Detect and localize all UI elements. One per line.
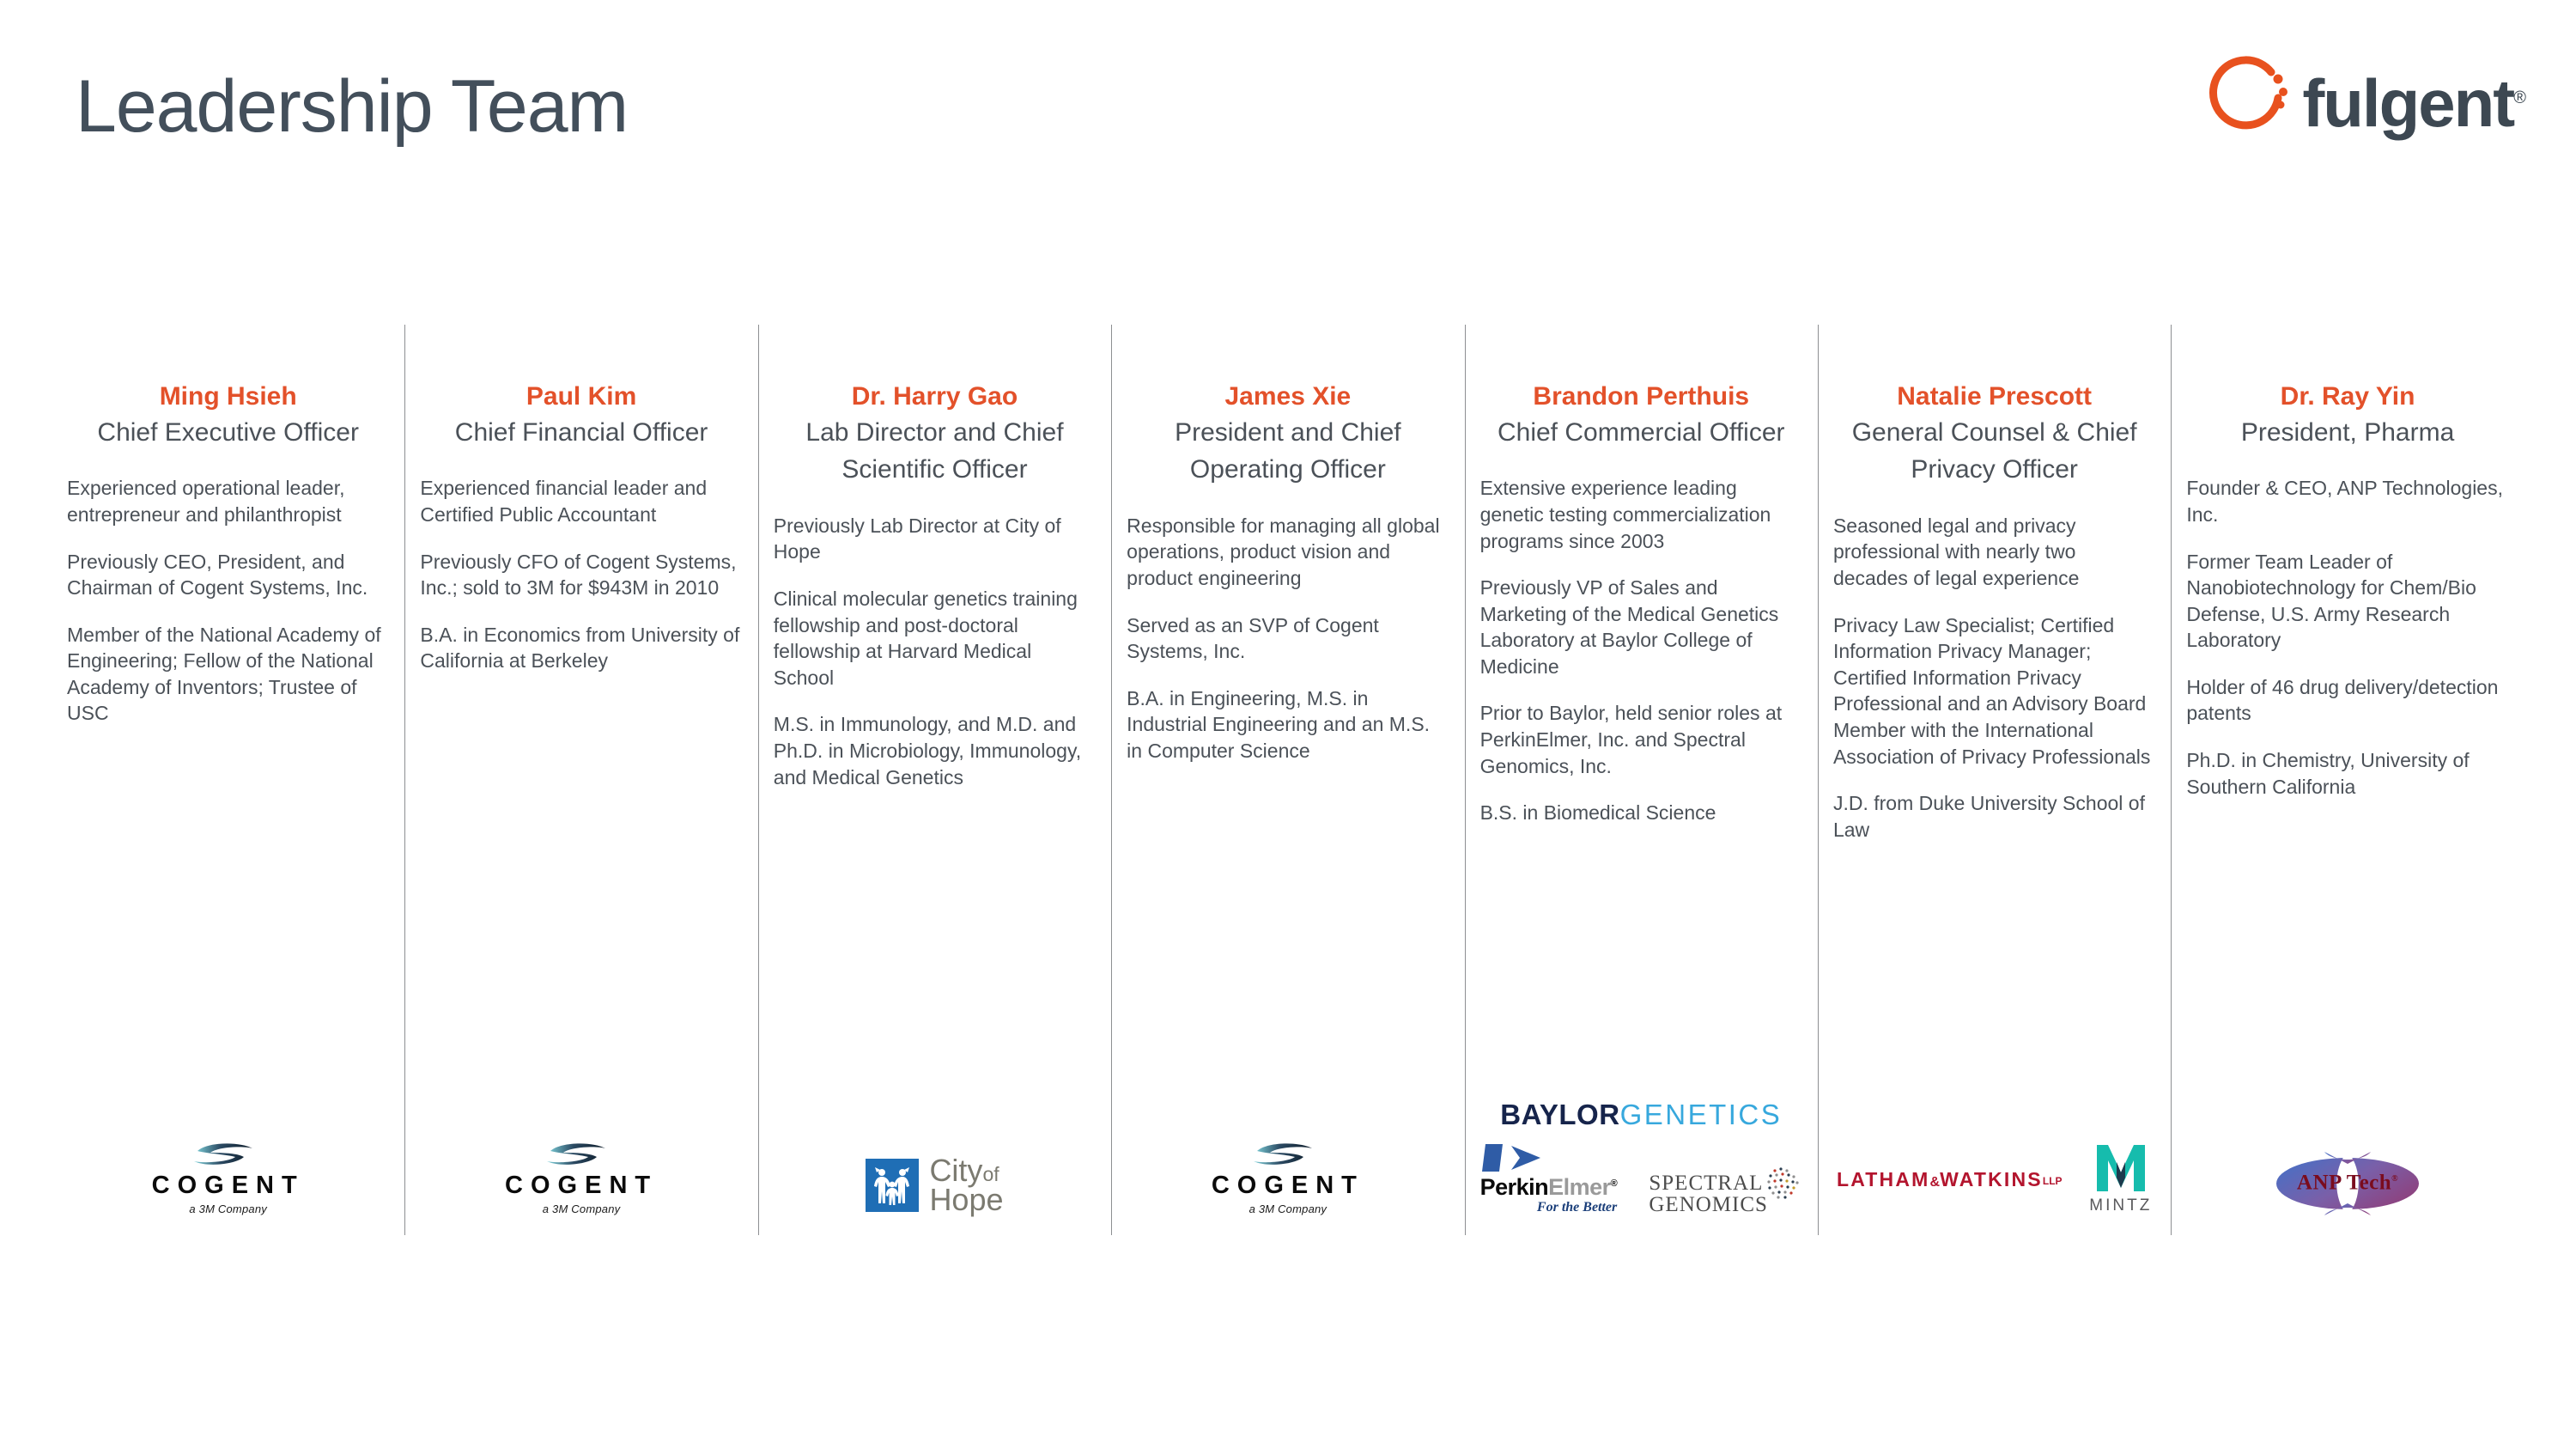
affiliation-logos <box>1127 1078 1449 1241</box>
city-of-hope-wordmark <box>929 1152 1004 1218</box>
anp-tech-logo <box>2266 1152 2429 1215</box>
bio-paragraph: Previously CFO of Cogent Systems, Inc.; sold to 3M for $943M in 2010 <box>420 550 737 600</box>
person-title: Lab Director and Chief Scientific Officer <box>805 417 1064 484</box>
llp-suffix: LLP <box>2042 1174 2063 1187</box>
cogent-wordmark: COGENT <box>505 1172 659 1199</box>
cogent-swirl-icon <box>1127 1142 1449 1172</box>
watkins-word: WATKINS <box>1940 1167 2043 1190</box>
bio-paragraph: Experienced operational leader, entrepreneur and philanthropist <box>67 477 345 526</box>
person-title: Chief Executive Officer <box>97 417 359 447</box>
spectral-sphere-icon <box>1763 1164 1802 1208</box>
cogent-swirl-icon <box>420 1142 742 1172</box>
cogent-swirl-icon <box>67 1142 389 1172</box>
person-card-ray-yin <box>2171 318 2524 1241</box>
fulgent-wordmark <box>2302 65 2524 141</box>
anp-tech-wordmark <box>2266 1171 2429 1195</box>
affiliation-logos <box>2186 1078 2508 1241</box>
bio-paragraph: J.D. from Duke University School of Law <box>1832 792 2145 841</box>
affiliation-logos <box>67 1078 389 1241</box>
bio-paragraph: Served as an SVP of Cogent Systems, Inc. <box>1127 613 1379 663</box>
registered-trademark-icon: ® <box>1610 1178 1618 1189</box>
person-card-natalie-prescott <box>1818 318 2171 1241</box>
affiliation-logos <box>420 1078 742 1241</box>
bio-paragraph: Founder & CEO, ANP Technologies, Inc. <box>2186 477 2503 526</box>
affiliation-logos <box>1480 1078 1802 1241</box>
perkinelmer-tagline: For the Better <box>1536 1200 1618 1215</box>
person-bio <box>774 513 1096 790</box>
bio-paragraph: B.A. in Engineering, M.S. in Industrial Engineering and an M.S. in Computer Science <box>1127 686 1431 762</box>
spectral-genomics-wordmark <box>1649 1172 1768 1215</box>
bio-paragraph: Former Team Leader of Nanobiotechnology for Chem/Bio Defense, U.S. Army Research Laboratory <box>2186 550 2476 652</box>
bio-paragraph: M.S. in Immunology, and M.D. and Ph.D. in Microbiology, Immunology, and Medical Genetics <box>773 713 1082 788</box>
cogent-wordmark: COGENT <box>151 1172 305 1199</box>
person-name: Brandon Perthuis <box>1533 382 1750 411</box>
mintz-wordmark: MINTZ <box>2089 1196 2153 1215</box>
bio-paragraph: Previously Lab Director at City of Hope <box>773 514 1061 563</box>
person-name: Dr. Harry Gao <box>851 382 1018 411</box>
ampersand: & <box>1929 1174 1941 1190</box>
cogent-logo <box>1127 1142 1449 1215</box>
perkin-word: Perkin <box>1479 1174 1549 1200</box>
bio-paragraph: B.A. in Economics from University of California at Berkeley <box>420 623 740 673</box>
person-title: President and Chief Operating Officer <box>1175 417 1401 484</box>
latham-word: LATHAM <box>1836 1167 1930 1190</box>
person-card-paul-kim <box>404 318 757 1241</box>
person-name: Paul Kim <box>526 382 637 411</box>
bio-paragraph: Privacy Law Specialist; Certified Information Privacy Manager; Certified Information Privacy Professional and an Advisory Board Member with the International Association of Privacy Professionals <box>1832 613 2151 768</box>
cogent-tagline: a 3M Company <box>542 1202 621 1215</box>
bio-paragraph: Responsible for managing all global operations, product vision and product engineering <box>1127 514 1440 590</box>
bio-paragraph: Prior to Baylor, held senior roles at PerkinElmer, Inc. and Spectral Genomics, Inc. <box>1479 702 1783 777</box>
affiliation-logos <box>1833 1078 2155 1241</box>
person-name: Dr. Ray Yin <box>2280 382 2415 411</box>
person-bio <box>2186 475 2508 800</box>
perkinelmer-chevron-icon <box>1480 1142 1618 1173</box>
bio-paragraph: Ph.D. in Chemistry, University of Southern California <box>2186 749 2470 798</box>
bio-paragraph: Seasoned legal and privacy professional with nearly two decades of legal experience <box>1832 514 2080 590</box>
coh-of: of <box>982 1162 999 1185</box>
bio-paragraph: B.S. in Biomedical Science <box>1479 801 1716 825</box>
cogent-logo <box>67 1142 389 1215</box>
mintz-m-icon <box>2094 1143 2148 1193</box>
bio-paragraph: Clinical molecular genetics training fellowship and post-doctoral fellowship at Harvard Medical School <box>773 588 1078 689</box>
person-name: Natalie Prescott <box>1897 382 2093 411</box>
perkinelmer-wordmark <box>1480 1176 1618 1199</box>
genetics-word: GENETICS <box>1619 1099 1783 1130</box>
person-title: Chief Commercial Officer <box>1497 417 1785 447</box>
coh-line2: Hope <box>929 1182 1004 1218</box>
bio-paragraph: Previously VP of Sales and Marketing of the Medical Genetics Laboratory at Baylor College of Medicine <box>1479 576 1779 678</box>
person-title: President, Pharma <box>2240 417 2455 447</box>
bio-paragraph: Holder of 46 drug delivery/detection patents <box>2186 675 2499 725</box>
mintz-logo <box>2089 1143 2152 1215</box>
person-card-ming-hsieh <box>52 318 404 1241</box>
page-title: Leadership Team <box>76 65 629 148</box>
person-title: General Counsel & Chief Privacy Officer <box>1851 417 2137 484</box>
fulgent-circle-mark-icon <box>2204 53 2293 143</box>
person-card-brandon-perthuis <box>1465 318 1818 1241</box>
baylor-genetics-logo <box>1500 1100 1782 1129</box>
spectral-line1: SPECTRAL <box>1649 1172 1764 1195</box>
person-bio <box>420 475 742 673</box>
bio-paragraph: Experienced financial leader and Certified Public Accountant <box>420 477 708 526</box>
city-of-hope-family-icon <box>866 1159 919 1212</box>
person-card-harry-gao <box>758 318 1111 1241</box>
affiliation-logos <box>774 1078 1096 1241</box>
cogent-tagline: a 3M Company <box>1249 1202 1327 1215</box>
person-bio <box>1480 475 1802 825</box>
registered-trademark-icon: ® <box>2513 88 2524 107</box>
leadership-columns <box>52 318 2524 1241</box>
person-name: Ming Hsieh <box>159 382 297 411</box>
cogent-tagline: a 3M Company <box>189 1202 267 1215</box>
person-name: James Xie <box>1224 382 1352 411</box>
baylor-word: BAYLOR <box>1500 1099 1620 1130</box>
latham-watkins-logo <box>1837 1168 2063 1191</box>
person-title: Chief Financial Officer <box>454 417 708 447</box>
bio-paragraph: Previously CEO, President, and Chairman of Cogent Systems, Inc. <box>67 550 368 600</box>
person-bio <box>1833 513 2155 843</box>
elmer-word: Elmer <box>1548 1174 1611 1200</box>
fulgent-wordmark-text: fulgent <box>2302 65 2514 141</box>
person-card-james-xie <box>1111 318 1464 1241</box>
anp-tech-text: ANP Tech <box>2296 1171 2392 1195</box>
registered-trademark-icon: ® <box>2391 1174 2399 1184</box>
spectral-genomics-logo <box>1649 1172 1802 1215</box>
cogent-logo <box>420 1142 742 1215</box>
perkinelmer-logo <box>1480 1142 1618 1215</box>
cogent-wordmark: COGENT <box>1211 1172 1364 1199</box>
fulgent-logo <box>2204 53 2524 143</box>
bio-paragraph: Member of the National Academy of Engineering; Fellow of the National Academy of Inventors; Trustee of USC <box>67 623 381 725</box>
coh-line1: City <box>929 1152 983 1188</box>
bio-paragraph: Extensive experience leading genetic testing commercialization programs since 2003 <box>1479 477 1771 552</box>
person-bio <box>67 475 389 727</box>
person-bio <box>1127 513 1449 764</box>
city-of-hope-logo <box>866 1152 1004 1218</box>
spectral-line2: GENOMICS <box>1649 1193 1768 1216</box>
